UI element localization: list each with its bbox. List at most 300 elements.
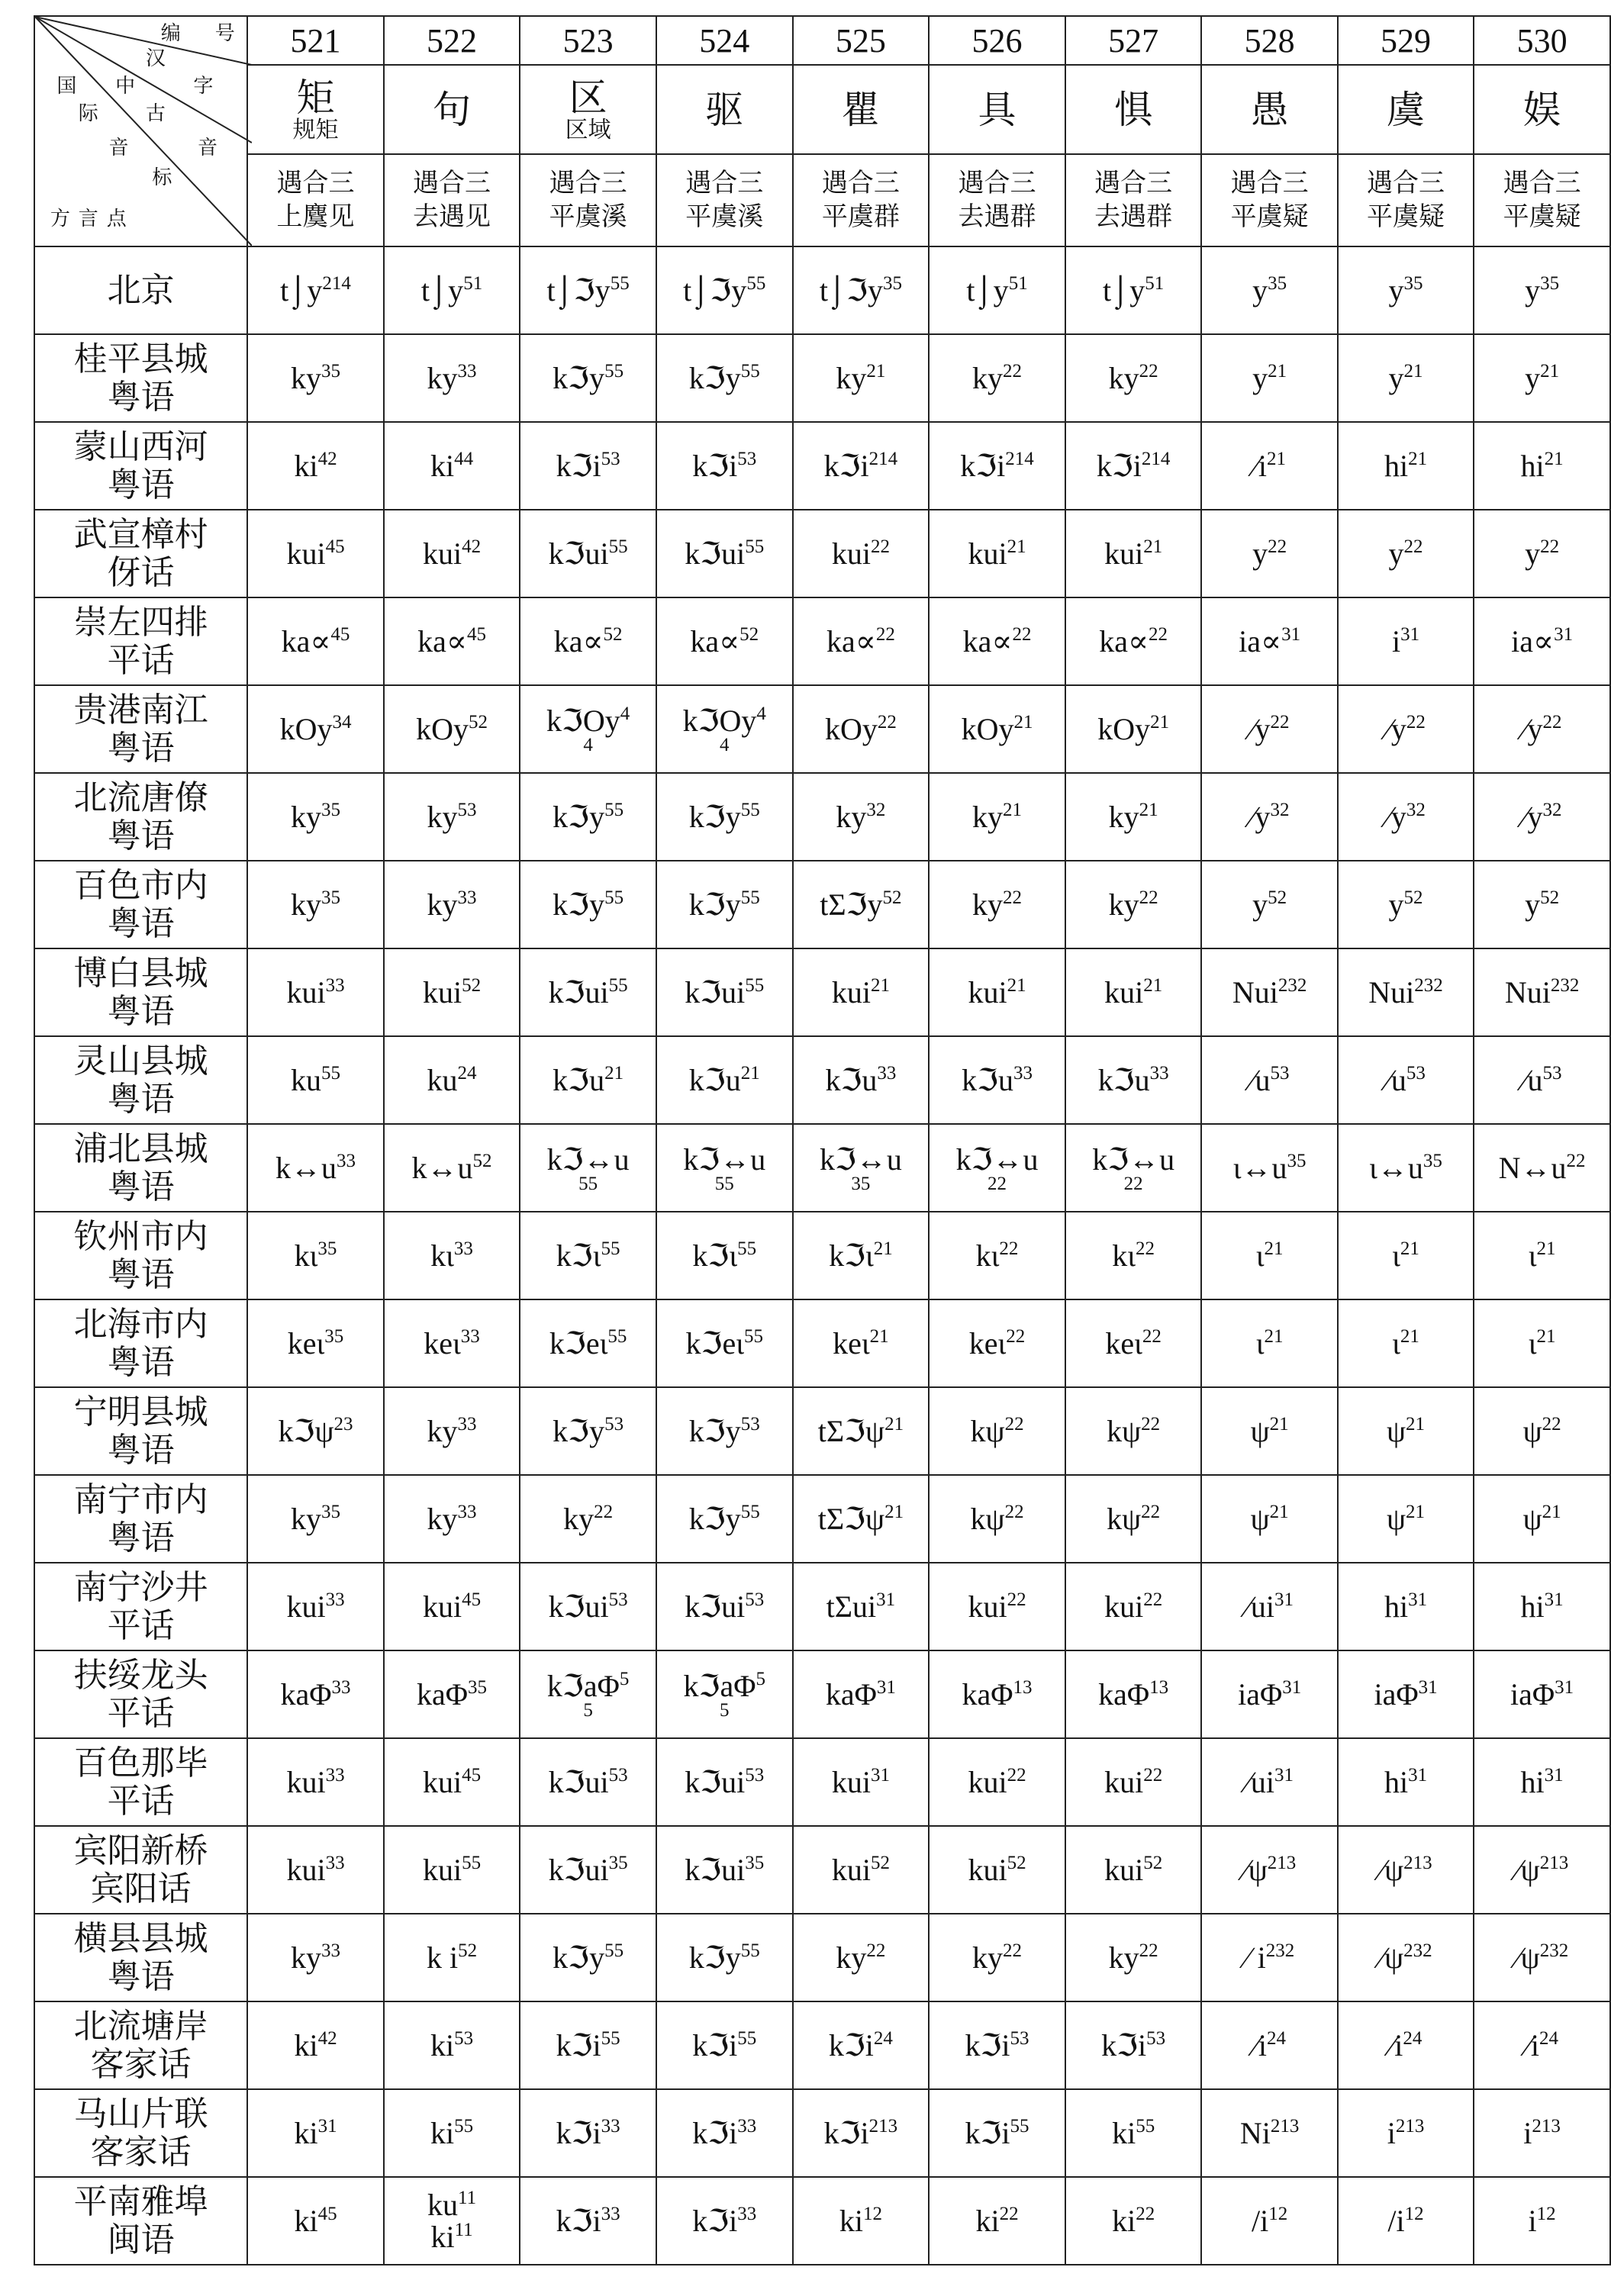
reading-base: ∕y	[1249, 799, 1271, 834]
middle-chinese-initial: 平虞疑	[1230, 202, 1309, 231]
reading-cell	[929, 2089, 1065, 2177]
reading-base: kℑi	[823, 448, 869, 483]
reading-cell	[1065, 1212, 1202, 1299]
dialect-place-cell	[34, 1475, 247, 1563]
reading-tone: 12	[1404, 2203, 1424, 2224]
dialect-row	[34, 1650, 1610, 1738]
reading-tone-wrap: 35	[851, 1173, 871, 1194]
reading-tone: 31	[317, 2115, 337, 2137]
dialect-place-name: 平话	[107, 641, 175, 679]
reading-base: y	[1252, 360, 1268, 395]
reading-tone: 24	[1403, 2027, 1423, 2049]
corner-label: 国	[56, 75, 77, 97]
reading-cell	[1474, 2089, 1610, 2177]
reading-base: tΣℑψ	[817, 1501, 885, 1536]
reading-cell	[793, 1475, 930, 1563]
reading-base: kℑaΦ	[546, 1668, 620, 1703]
reading-cell	[793, 2001, 930, 2089]
reading-cell	[520, 1387, 656, 1475]
dialect-place-cell	[34, 1738, 247, 1826]
reading-tone: 22	[1542, 1413, 1561, 1435]
reading-cell	[1201, 2089, 1337, 2177]
dialect-place-name: 百色市内	[73, 866, 208, 904]
reading-base: kℑi	[556, 448, 601, 483]
reading-base: kℑy	[688, 887, 741, 922]
reading-cell	[247, 510, 384, 597]
dialect-place-name: 粤语	[107, 1255, 175, 1293]
reading-tone: 22	[1004, 1501, 1024, 1522]
reading-tone: 21	[884, 1413, 904, 1435]
reading-cell	[384, 861, 520, 948]
corner-label: 中	[115, 75, 136, 97]
reading-cell	[384, 334, 520, 422]
dialect-place-name: 灵山县城	[73, 1042, 208, 1080]
dialect-place-name: 客家话	[90, 2045, 192, 2083]
reading-tone: 21	[1403, 360, 1423, 382]
reading-tone: 53	[604, 1413, 624, 1435]
reading-base: kℑu	[1097, 1062, 1150, 1097]
reading-tone: 22	[1141, 1501, 1161, 1522]
reading-cell	[793, 1650, 930, 1738]
reading-base: y	[1525, 272, 1541, 308]
reading-cell	[929, 246, 1065, 334]
dialect-row	[34, 1212, 1610, 1299]
reading-tone: 213	[1267, 1852, 1297, 1873]
reading-cell	[1338, 334, 1474, 422]
reading-cell	[1474, 1387, 1610, 1475]
reading-base: k↔u	[275, 1150, 337, 1185]
reading-base: ψ	[1250, 1413, 1270, 1448]
char-block	[248, 77, 383, 143]
header-mc-cell	[929, 154, 1065, 246]
reading-tone: 52	[603, 623, 623, 645]
reading-tone: 22	[1003, 360, 1023, 382]
dialect-place-name: 南宁市内	[73, 1480, 208, 1518]
reading-cell	[793, 1387, 930, 1475]
reading-cell	[1474, 1914, 1610, 2001]
reading-tone: 22	[1566, 1150, 1586, 1171]
reading-tone: 55	[454, 2115, 474, 2137]
reading-cell	[656, 422, 793, 510]
reading-base: /i	[1387, 2203, 1405, 2238]
reading-cell	[793, 1124, 930, 1212]
reading-base: kui	[422, 974, 462, 1010]
reading-base: kℑy	[553, 887, 605, 922]
dialect-place-name: 武宣樟村	[73, 515, 208, 553]
reading-base: tΣℑy	[820, 887, 883, 922]
header-mc-cell	[656, 154, 793, 246]
reading-base: ∕u	[1249, 1062, 1271, 1097]
reading-base: kι	[1112, 1238, 1136, 1273]
reading-cell	[520, 1299, 656, 1387]
char-block	[1202, 89, 1336, 130]
reading-base: ku	[291, 1062, 322, 1097]
han-character: 句	[433, 88, 472, 131]
reading-base: kui	[831, 536, 871, 571]
reading-tone: 35	[882, 272, 902, 294]
middle-chinese-rhyme: 遇合三	[1367, 169, 1445, 198]
reading-tone: 33	[453, 1238, 473, 1259]
reading-tone: 22	[1403, 536, 1423, 557]
dialect-row	[34, 861, 1610, 948]
reading-cell	[1338, 1124, 1474, 1212]
reading-cell	[1065, 2177, 1202, 2265]
reading-base: kι	[294, 1238, 318, 1273]
reading-cell	[929, 1563, 1065, 1650]
reading-cell	[247, 861, 384, 948]
reading-tone: 22	[1139, 887, 1158, 908]
reading-base: i	[1528, 2203, 1537, 2238]
reading-cell	[1201, 2001, 1337, 2089]
dialect-place-name: 博白县城	[73, 954, 208, 992]
reading-cell	[1201, 2177, 1337, 2265]
reading-tone: 31	[1408, 1764, 1428, 1786]
header-mc-cell	[247, 154, 384, 246]
reading-tone: 21	[1406, 1413, 1426, 1435]
char-block	[1474, 89, 1609, 130]
dialect-row	[34, 1738, 1610, 1826]
reading-base: kℑ↔u	[1092, 1142, 1175, 1177]
dialect-place-name: 粤语	[107, 1431, 175, 1469]
reading-base: hi	[1520, 1589, 1545, 1624]
reading-base: kℑui	[685, 974, 746, 1010]
reading-tone-wrap: 55	[714, 1173, 734, 1194]
dialect-place-name: 平话	[107, 1782, 175, 1820]
reading-tone: 31	[1408, 1589, 1428, 1610]
reading-tone: 55	[743, 1325, 763, 1347]
reading-cell	[656, 1563, 793, 1650]
header-number-cell	[656, 16, 793, 65]
reading-tone: 55	[601, 1238, 620, 1259]
reading-cell	[1201, 510, 1337, 597]
reading-cell	[247, 597, 384, 685]
reading-tone: 22	[1007, 1589, 1026, 1610]
dialect-row	[34, 334, 1610, 422]
reading-cell	[1201, 1299, 1337, 1387]
reading-tone: 22	[1406, 711, 1426, 733]
header-number-row	[34, 16, 1610, 65]
reading-tone: 55	[737, 2027, 757, 2049]
reading-cell	[1338, 1036, 1474, 1124]
char-block	[520, 77, 656, 143]
reading-base: ky	[972, 887, 1004, 922]
reading-base: kui	[1104, 974, 1144, 1010]
reading-tone: 11	[454, 2219, 473, 2240]
reading-base: kℑu	[962, 1062, 1013, 1097]
reading-cell	[247, 1036, 384, 1124]
reading-cell	[384, 1563, 520, 1650]
reading-cell	[247, 1826, 384, 1914]
reading-base: iaΦ	[1374, 1676, 1419, 1712]
corner-label: 字	[193, 75, 214, 97]
reading-cell	[1065, 334, 1202, 422]
char-block	[657, 89, 792, 130]
reading-tone-wrap: 5	[720, 1699, 730, 1721]
reading-base: kℑi	[556, 2027, 601, 2063]
reading-base: kℑu	[825, 1062, 878, 1097]
header-mc-cell	[1338, 154, 1474, 246]
reading-tone: 214	[1005, 448, 1034, 469]
char-number: 525	[835, 21, 886, 60]
reading-cell	[520, 861, 656, 948]
reading-tone: 22	[1268, 536, 1287, 557]
reading-tone: 13	[1013, 1676, 1033, 1698]
reading-tone-wrap: 22	[988, 1173, 1007, 1194]
reading-cell	[793, 861, 930, 948]
reading-cell	[1065, 1475, 1202, 1563]
char-gloss: 规矩	[292, 117, 339, 143]
reading-cell	[1065, 1826, 1202, 1914]
reading-tone: 45	[317, 2203, 337, 2224]
reading-tone: 22	[1143, 1764, 1163, 1786]
reading-base: keι	[968, 1325, 1007, 1361]
middle-chinese-rhyme: 遇合三	[276, 169, 355, 198]
reading-base: ∕ui	[1245, 1764, 1275, 1799]
reading-cell	[520, 1914, 656, 2001]
reading-base: ky	[291, 799, 322, 834]
reading-tone: 21	[1267, 448, 1287, 469]
reading-tone: 52	[462, 974, 482, 996]
reading-tone: 52	[870, 1852, 890, 1873]
dialect-place-name: 北流塘岸	[73, 2007, 208, 2045]
reading-base: t⌡y	[966, 272, 1009, 308]
reading-tone: 52	[1268, 887, 1287, 908]
reading-cell	[1065, 597, 1202, 685]
reading-tone: 21	[869, 1325, 889, 1347]
reading-base: ∕y	[1249, 711, 1271, 746]
reading-cell	[1338, 1563, 1474, 1650]
reading-base: ι↔u	[1369, 1150, 1423, 1185]
reading-base: ky	[291, 1940, 322, 1975]
reading-tone: 22	[1149, 623, 1168, 645]
reading-base: kaΦ	[962, 1676, 1013, 1712]
reading-base: y	[1525, 360, 1541, 395]
reading-tone: 24	[1539, 2027, 1558, 2049]
reading-tone: 52	[882, 887, 902, 908]
header-number-cell	[793, 16, 930, 65]
reading-cell	[247, 246, 384, 334]
reading-tone: 21	[1269, 1501, 1289, 1522]
reading-base: ∕i	[1389, 2027, 1403, 2063]
reading-tone: 53	[1270, 1062, 1290, 1084]
header-number-cell	[1474, 16, 1610, 65]
dialect-row	[34, 510, 1610, 597]
reading-tone: 55	[746, 272, 766, 294]
reading-tone: 214	[868, 448, 898, 469]
reading-base: kℑOy	[546, 703, 620, 738]
reading-tone: 21	[1007, 974, 1026, 996]
reading-tone: 35	[1540, 272, 1560, 294]
reading-tone: 22	[594, 1501, 614, 1522]
reading-cell	[793, 948, 930, 1036]
han-character: 区	[569, 76, 607, 119]
dialect-place-cell	[34, 1914, 247, 2001]
reading-base: t⌡y	[420, 272, 464, 308]
reading-cell	[1201, 1563, 1337, 1650]
reading-tone: 24	[457, 1062, 477, 1084]
reading-base: kℑy	[553, 360, 605, 395]
reading-cell	[520, 1036, 656, 1124]
reading-base: ka∝	[962, 623, 1013, 659]
reading-cell	[793, 1563, 930, 1650]
reading-cell	[929, 861, 1065, 948]
dialect-row	[34, 1387, 1610, 1475]
reading-tone: 55	[740, 887, 760, 908]
reading-base: kaΦ	[1098, 1676, 1150, 1712]
reading-cell	[384, 773, 520, 861]
reading-base: ky	[972, 360, 1004, 395]
reading-base: k i	[426, 1940, 459, 1975]
reading-base: kui	[422, 1852, 462, 1887]
reading-tone: 35	[1423, 1150, 1442, 1171]
reading-tone: 21	[1400, 1238, 1419, 1259]
reading-tone: 21	[1542, 1501, 1561, 1522]
reading-tone: 52	[1540, 887, 1560, 908]
reading-base: i	[1391, 623, 1401, 659]
dialect-row	[34, 246, 1610, 334]
reading-cell	[929, 334, 1065, 422]
reading-cell	[247, 1124, 384, 1212]
reading-base: kℑ↔u	[683, 1142, 766, 1177]
reading-tone: 21	[1264, 1238, 1284, 1259]
reading-cell	[1338, 422, 1474, 510]
reading-tone-wrap: 5	[583, 1699, 593, 1721]
reading-tone: 22	[1143, 1589, 1163, 1610]
reading-tone: 22	[1542, 711, 1562, 733]
reading-tone: 52	[458, 1940, 478, 1961]
reading-cell	[384, 2001, 520, 2089]
reading-tone: 35	[468, 1676, 488, 1698]
reading-cell	[793, 685, 930, 773]
reading-tone: 55	[610, 272, 630, 294]
reading-base: kψ	[970, 1501, 1005, 1536]
reading-cell	[520, 773, 656, 861]
dialect-row	[34, 1914, 1610, 2001]
header-corner-cell	[34, 16, 247, 246]
reading-cell	[520, 1124, 656, 1212]
reading-tone-wrap: 4	[583, 734, 593, 755]
reading-tone: 213	[1403, 1852, 1432, 1873]
reading-base: ∕u	[1386, 1062, 1406, 1097]
reading-base: ψ	[1387, 1413, 1406, 1448]
reading-base: kℑi	[960, 448, 1006, 483]
reading-cell	[1065, 1124, 1202, 1212]
reading-base: kui	[286, 1852, 326, 1887]
reading-tone: 53	[1010, 2027, 1029, 2049]
reading-tone: 53	[737, 448, 757, 469]
reading-tone: 35	[321, 799, 341, 820]
reading-tone: 33	[601, 2115, 620, 2137]
reading-tone: 55	[737, 1238, 757, 1259]
reading-tone: 51	[1145, 272, 1165, 294]
reading-cell	[1474, 2001, 1610, 2089]
reading-cell	[520, 1650, 656, 1738]
reading-base: kℑi	[1101, 2027, 1147, 2063]
reading-base: ky	[427, 360, 458, 395]
reading-cell	[1065, 1738, 1202, 1826]
reading-tone-wrap: 22	[1123, 1173, 1143, 1194]
dialect-place-cell	[34, 597, 247, 685]
reading-base: kOy	[961, 711, 1014, 746]
dialect-place-name: 粤语	[107, 1518, 175, 1557]
dialect-place-name: 粤语	[107, 816, 175, 855]
reading-tone: 232	[1539, 1940, 1569, 1961]
reading-tone: 21	[884, 1501, 904, 1522]
reading-tone: 22	[1004, 1413, 1024, 1435]
reading-tone: 21	[1143, 536, 1163, 557]
reading-base: kℑi	[692, 2203, 738, 2238]
dialect-place-name: 平话	[107, 1694, 175, 1732]
reading-tone: 35	[317, 1238, 337, 1259]
reading-cell	[520, 1563, 656, 1650]
reading-tone: 55	[740, 1501, 760, 1522]
reading-cell	[929, 1826, 1065, 1914]
dialect-row	[34, 2177, 1610, 2265]
reading-cell	[656, 2089, 793, 2177]
han-character: 娱	[1522, 88, 1561, 131]
reading-cell	[929, 1212, 1065, 1299]
reading-base: N↔u	[1498, 1150, 1567, 1185]
reading-tone: 21	[1143, 974, 1163, 996]
corner-label: 号	[214, 22, 235, 44]
reading-cell	[793, 1299, 930, 1387]
reading-cell	[1338, 510, 1474, 597]
reading-cell	[656, 1036, 793, 1124]
reading-tone: 52	[1007, 1852, 1026, 1873]
reading-cell	[1065, 510, 1202, 597]
reading-cell	[1338, 2089, 1474, 2177]
reading-cell	[656, 1738, 793, 1826]
reading-cell	[656, 1650, 793, 1738]
reading-tone: 53	[608, 1764, 628, 1786]
reading-tone: 21	[1540, 360, 1560, 382]
reading-base: kℑeι	[685, 1325, 744, 1361]
dialect-place-cell	[34, 2177, 247, 2265]
reading-cell	[247, 1299, 384, 1387]
reading-cell	[1065, 948, 1202, 1036]
reading-cell	[929, 685, 1065, 773]
reading-base: ky	[1108, 1940, 1139, 1975]
reading-tone: 12	[862, 2203, 882, 2224]
reading-cell	[793, 597, 930, 685]
char-number: 527	[1108, 21, 1159, 60]
reading-cell	[1474, 1475, 1610, 1563]
dialect-place-name: 平话	[107, 1606, 175, 1644]
reading-base: ku	[427, 2187, 458, 2222]
dialect-place-name: 粤语	[107, 465, 175, 504]
reading-cell	[1474, 1212, 1610, 1299]
reading-base: ∕ψ	[1516, 1852, 1540, 1887]
dialect-place-cell	[34, 685, 247, 773]
reading-base: ∕y	[1522, 799, 1543, 834]
dialect-place-name: 宾阳新桥	[73, 1831, 208, 1869]
reading-cell	[247, 422, 384, 510]
dialect-row	[34, 685, 1610, 773]
char-number: 529	[1381, 21, 1432, 60]
reading-base: kℑi	[828, 2027, 874, 2063]
reading-base: ψ	[1522, 1501, 1542, 1536]
reading-base: t⌡ℑy	[546, 272, 611, 308]
reading-cell	[520, 1212, 656, 1299]
reading-tone: 22	[1007, 1764, 1026, 1786]
reading-tone: 31	[1418, 1676, 1438, 1698]
reading-tone: 22	[877, 711, 897, 733]
reading-cell	[384, 1387, 520, 1475]
reading-cell	[656, 246, 793, 334]
reading-tone: 45	[462, 1589, 482, 1610]
reading-tone: 35	[1268, 272, 1287, 294]
reading-base: kℑy	[688, 1413, 741, 1448]
